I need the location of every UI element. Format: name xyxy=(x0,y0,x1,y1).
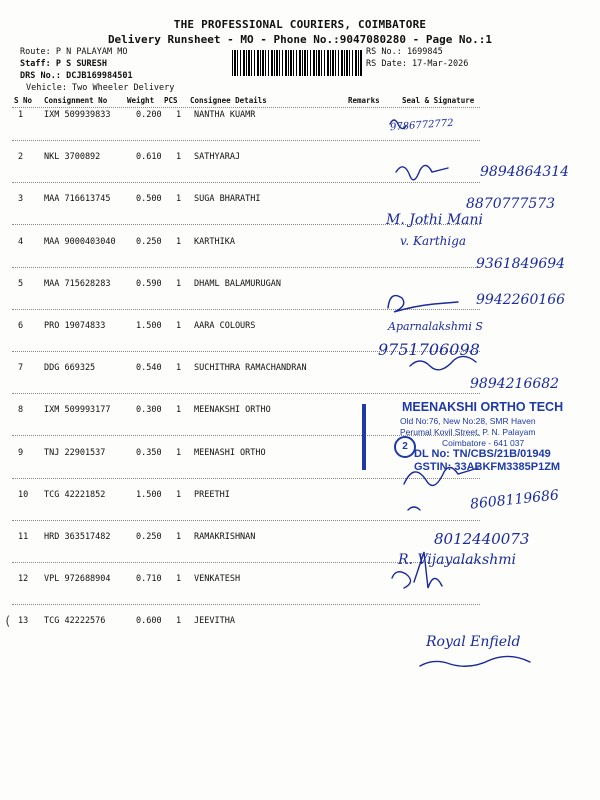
drs-line xyxy=(20,71,133,81)
row-consignment-no: MAA 715628283 xyxy=(44,279,111,289)
signature-3 xyxy=(388,296,458,312)
staff-line xyxy=(20,59,107,69)
signature-2 xyxy=(396,165,448,179)
row-sno: 6 xyxy=(18,321,24,331)
staff-value: P S SURESH xyxy=(55,59,108,69)
row-sno: 10 xyxy=(18,490,29,500)
row-sno: 12 xyxy=(18,574,29,584)
staff-label: Staff: xyxy=(20,59,51,69)
row-pcs: 1 xyxy=(176,363,182,373)
row-pcs: 1 xyxy=(176,237,182,247)
row-pcs: 1 xyxy=(176,152,182,162)
rs-number: RS No.: 1699845 xyxy=(366,47,443,57)
circled-number: 2 xyxy=(394,436,416,458)
route-value: P N PALAYAM MO xyxy=(55,47,128,57)
row-pcs: 1 xyxy=(176,321,182,331)
row-pcs: 1 xyxy=(176,532,182,542)
barcode-image xyxy=(232,50,362,76)
row-consignment-no: TCG 42221852 xyxy=(44,490,106,500)
handwriting-10: 9894216682 xyxy=(470,376,560,392)
row-pcs: 1 xyxy=(176,448,182,458)
handwriting-1: 9786772772 xyxy=(389,117,454,134)
row-pcs: 1 xyxy=(176,490,182,500)
stamp-dl-number: DL No: TN/CBS/21B/01949 xyxy=(414,448,551,460)
row-consignee: RAMAKRISHNAN xyxy=(194,532,256,542)
margin-mark: ( xyxy=(4,614,12,628)
row-weight: 0.250 xyxy=(136,532,162,542)
signature-9 xyxy=(420,656,530,666)
row-weight: 0.710 xyxy=(136,574,162,584)
signature-8 xyxy=(414,552,442,588)
row-sno: 1 xyxy=(18,110,24,120)
row-consignee: MEENAKSHI ORTHO xyxy=(194,405,271,415)
handwriting-8: Aparnalakshmi S xyxy=(388,320,483,333)
signature-4 xyxy=(410,356,476,369)
handwriting-13: R. Vijayalakshmi xyxy=(398,552,516,568)
row-consignee: VENKATESH xyxy=(194,574,241,584)
row-sno: 4 xyxy=(18,237,24,247)
row-sno: 2 xyxy=(18,152,24,162)
handwriting-4: M. Jothi Mani xyxy=(386,212,484,228)
signature-7 xyxy=(392,572,411,588)
drs-label: DRS No.: xyxy=(20,71,61,81)
runsheet-title: Delivery Runsheet - MO - Phone No.:9047080280 - Page No.:1 xyxy=(107,33,493,46)
signature-6 xyxy=(408,507,420,510)
row-weight: 0.610 xyxy=(136,152,162,162)
handwriting-7: 9942260166 xyxy=(476,292,566,308)
row-weight: 0.350 xyxy=(136,448,162,458)
row-consignee: SUGA BHARATHI xyxy=(194,194,261,204)
row-weight: 0.200 xyxy=(136,110,162,120)
row-weight: 1.500 xyxy=(136,490,162,500)
handwriting-12: 8012440073 xyxy=(434,530,530,548)
row-pcs: 1 xyxy=(176,194,182,204)
row-consignee: KARTHIKA xyxy=(194,237,235,247)
col-pcs: PCS xyxy=(164,96,178,105)
row-consignee: PREETHI xyxy=(194,490,230,500)
col-consignee: Consignee Details xyxy=(190,96,267,105)
company-title: THE PROFESSIONAL COURIERS, COIMBATORE xyxy=(173,18,427,31)
row-pcs: 1 xyxy=(176,616,182,626)
col-weight: Weight xyxy=(127,96,155,105)
route-line xyxy=(20,47,128,57)
row-weight: 0.540 xyxy=(136,363,162,373)
row-consignment-no: MAA 716613745 xyxy=(44,194,111,204)
row-consignment-no: PRO 19074833 xyxy=(44,321,106,331)
handwriting-11: 8608119686 xyxy=(469,487,560,513)
row-sno: 3 xyxy=(18,194,24,204)
row-weight: 0.300 xyxy=(136,405,162,415)
handwriting-5: v. Karthiga xyxy=(400,234,467,248)
row-consignee: SUCHITHRA RAMACHANDRAN xyxy=(194,363,307,373)
row-sno: 7 xyxy=(18,363,24,373)
row-sno: 5 xyxy=(18,279,24,289)
row-weight: 0.600 xyxy=(136,616,162,626)
signature-scribbles xyxy=(380,110,600,670)
row-consignment-no: HRD 363517482 xyxy=(44,532,111,542)
handwriting-14: Royal Enfield xyxy=(426,634,521,650)
stamp-bar xyxy=(362,404,366,470)
row-consignment-no: VPL 972688904 xyxy=(44,574,111,584)
row-pcs: 1 xyxy=(176,279,182,289)
stamp-gstin: GSTIN: 33ABKFM3385P1ZM xyxy=(414,461,561,473)
row-consignee: JEEVITHA xyxy=(194,616,235,626)
row-sno: 11 xyxy=(18,532,29,542)
vehicle-line: Vehicle: Two Wheeler Delivery xyxy=(26,83,175,93)
col-remarks: Remarks xyxy=(348,96,380,105)
stamp-address-1: Old No:76, New No:28, SMR Haven xyxy=(400,416,536,426)
row-consignee: SATHYARAJ xyxy=(194,152,241,162)
handwriting-6: 9361849694 xyxy=(476,256,566,272)
row-consignee: MEENASHI ORTHO xyxy=(194,448,266,458)
handwriting-9: 9751706098 xyxy=(378,340,480,359)
row-consignee: AARA COLOURS xyxy=(194,321,256,331)
stamp-address-2: Perumal Kovil Street, P. N. Palayam xyxy=(400,427,536,437)
row-weight: 0.590 xyxy=(136,279,162,289)
header-rule xyxy=(12,107,480,108)
row-pcs: 1 xyxy=(176,405,182,415)
row-consignment-no: NKL 3700892 xyxy=(44,152,101,162)
row-consignment-no: DDG 669325 xyxy=(44,363,96,373)
row-weight: 0.250 xyxy=(136,237,162,247)
drs-value: DCJB169984501 xyxy=(66,71,133,81)
col-sno: S No xyxy=(14,96,33,105)
row-consignee: DHAML BALAMURUGAN xyxy=(194,279,281,289)
row-sno: 9 xyxy=(18,448,24,458)
row-consignment-no: TNJ 22901537 xyxy=(44,448,106,458)
row-pcs: 1 xyxy=(176,110,182,120)
row-consignment-no: IXM 509993177 xyxy=(44,405,111,415)
row-consignment-no: MAA 9000403040 xyxy=(44,237,116,247)
signature-1 xyxy=(390,120,406,129)
row-consignment-no: IXM 509939833 xyxy=(44,110,111,120)
company-stamp xyxy=(362,400,590,476)
rs-date: RS Date: 17-Mar-2026 xyxy=(366,59,469,69)
row-consignee: NANTHA KUAMR xyxy=(194,110,256,120)
stamp-address-3: Coimbatore - 641 037 xyxy=(442,438,525,448)
row-pcs: 1 xyxy=(176,574,182,584)
handwriting-3: 8870777573 xyxy=(466,196,556,212)
row-weight: 0.500 xyxy=(136,194,162,204)
row-sno: 8 xyxy=(18,405,24,415)
row-sno: 13 xyxy=(18,616,29,626)
stamp-title: MEENAKSHI ORTHO TECH xyxy=(402,400,564,414)
row-consignment-no: TCG 42222576 xyxy=(44,616,106,626)
col-seal: Seal & Signature xyxy=(402,96,475,105)
route-label: Route: xyxy=(20,47,51,57)
handwriting-2: 9894864314 xyxy=(480,164,570,180)
row-weight: 1.500 xyxy=(136,321,162,331)
col-consignment: Consignment No xyxy=(44,96,108,105)
